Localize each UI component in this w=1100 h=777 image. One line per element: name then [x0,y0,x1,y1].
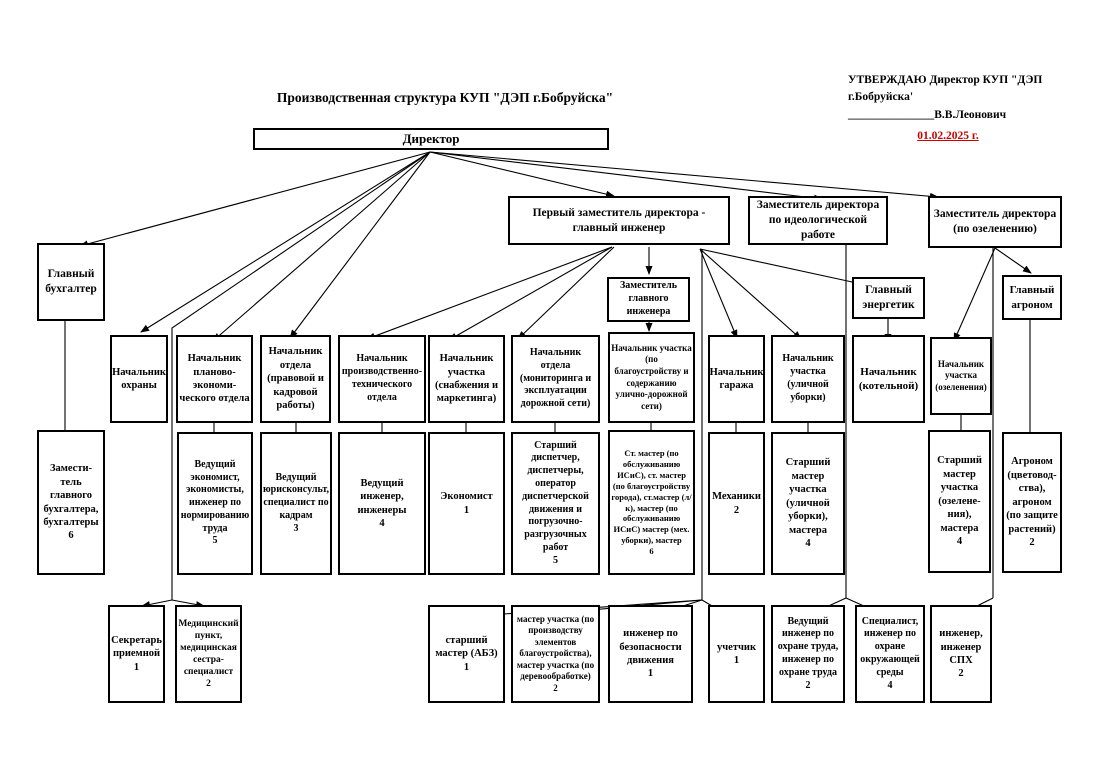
org-box-count: 1 [463,661,470,673]
org-box-dispatchers [511,432,600,575]
org-box-label: инженер, инженер СПХ [939,628,983,666]
org-box-label: Старший диспетчер, диспетчеры, оператор диспетчерской движения и погрузочно-разгрузочных работ [522,439,589,553]
org-box-director [253,128,609,150]
org-box-label: Начальник производственно-технического отдела [341,353,423,403]
org-box-label: Начальник участка (снабжения и маркетинга) [434,353,499,405]
org-box-environment [855,605,925,703]
org-box-deputy-greening [928,196,1062,248]
org-box-pto-head [338,335,426,423]
org-box-first-deputy [508,196,730,245]
org-box-count: 2 [553,682,558,693]
org-box-count: 5 [212,535,218,547]
org-box-security-head [110,335,168,423]
org-box-secretary [108,605,165,703]
approval-date: 01.02.2025 г. [917,129,979,142]
org-box-count: 2 [733,504,740,516]
org-box-count: 2 [1029,537,1035,549]
org-box-label: инженер по безопасности движения [619,628,682,666]
org-box-legal-hr-head [260,335,331,423]
org-box-label: Старший мастер участка (озелене-ния), мастера [937,455,982,534]
org-box-safety-engineer [608,605,693,703]
org-box-supply-head [428,335,505,423]
org-box-count: 1 [133,661,140,673]
org-box-label: Медицинский пункт, медицинская сестра-специалист [178,618,239,678]
org-box-label: Ведущий экономист, экономисты, инженер по нормированию труда [180,458,250,534]
org-box-label: Главный бухгалтер [45,268,97,295]
org-box-label: Механики [712,491,761,503]
org-box-count: 1 [733,655,740,666]
org-box-label: Начальник участка (по благоустройству и содержанию улично-дорожной сети) [611,342,692,411]
org-box-label: Замести-тель главного бухгалтера, бухгалтеры [43,463,99,528]
approval-block [848,72,1048,145]
org-box-count: 4 [956,536,963,548]
org-box-greening-head [930,337,992,415]
org-box-label: Начальник отдела (мониторинга и эксплуатации дорожной сети) [519,347,592,410]
org-box-label: старший мастер (АБЗ) [435,634,498,660]
org-box-accounting-clerk [708,605,765,703]
org-box-label: Начальник охраны [112,366,166,391]
org-box-labor-safety [771,605,845,703]
org-box-chief-agronomist [1002,275,1062,320]
org-box-label: Заместитель директора (по озеленению) [933,208,1057,235]
org-box-count: 6 [649,546,654,556]
org-box-label: Старший мастер участка (уличной уборки), мастера [785,457,831,536]
org-box-mechanics [708,432,765,575]
org-box-masters-isis [608,430,695,575]
org-box-label: Первый заместитель директора - главный инженер [532,206,706,234]
org-box-engineers [338,432,426,575]
org-box-garage-head [708,335,765,423]
org-box-legal-staff [260,432,332,575]
approval-line: _______________В.В.Леонович [848,108,1007,121]
org-box-count: 4 [805,538,811,550]
org-box-greening-masters [928,430,991,573]
org-box-label: Агроном (цветовод-ства), агроном (по защите растений) [1006,456,1058,535]
org-box-label: Начальник гаража [709,366,764,391]
org-box-label: Ведущий инженер по охране труда, инженер по охране труда [777,615,839,678]
org-box-label: Начальник участка (озеленения) [935,358,987,392]
org-box-label: Начальник (котельной) [858,365,919,392]
org-box-label: Главный агроном [1009,284,1055,311]
org-box-economists [177,432,253,575]
org-box-label: Специалист, инженер по охране окружающей среды [860,615,920,678]
org-box-boiler-head [852,335,925,423]
org-box-improvement-head [608,332,695,423]
org-box-agronomists [1002,432,1062,573]
org-box-label: Секретарь приемной [111,634,162,660]
org-box-label: Начальник планово-экономи-ческого отдела [179,353,250,405]
org-box-count: 1 [647,668,654,680]
org-box-count: 6 [68,530,74,542]
org-box-chief-power-engineer [852,277,925,319]
approval-line: УТВЕРЖДАЮ [848,74,927,86]
chart-title: Производственная структура КУП "ДЭП г.Бобруйска" [276,90,614,105]
org-box-abz-master [428,605,505,703]
org-box-count: 1 [463,504,470,516]
org-box-label: Заместитель директора по идеологической работе [756,199,880,241]
org-box-label: Ведущий юрисконсульт, специалист по кадрам [263,471,330,521]
org-box-count: 5 [553,554,558,566]
org-box-production-masters [511,605,600,703]
org-box-label: Экономист [440,491,493,503]
org-box-monitoring-head [511,335,600,423]
org-box-deputy-accountant [37,430,105,575]
org-box-label: Ст. мастер (по обслуживанию ИСиС), ст. мастер (по благоустройству города), ст.мастер (л/к), мастер (по обслуживанию ИСиС) мастер (мех. уборки), мастер [611,448,692,546]
org-box-label: Начальник участка (уличной уборки) [782,353,834,403]
org-box-label: Ведущий инженер, инженеры [357,477,407,516]
org-box-street-cleaning-head [771,335,845,423]
org-box-count: 4 [887,679,893,691]
org-box-count: 2 [805,679,811,691]
org-box-label: учетчик [716,641,756,653]
org-box-medical [175,605,242,703]
org-box-count: 2 [206,679,211,690]
org-box-deputy-chief-engineer [607,277,690,322]
approval-line: Директор КУП "ДЭП г.Бобруйска' [848,74,1043,104]
org-box-sph-engineer [930,605,992,703]
org-box-count: 3 [293,522,299,534]
org-box-economist [428,432,505,575]
org-box-count: 4 [379,517,385,529]
org-box-street-masters [771,432,845,575]
org-box-label: Главный энергетик [862,284,915,311]
org-box-label: Директор [402,130,460,146]
org-box-label: мастер участка (по производству элементов благоустройства), мастер участка (по деревообработке) [516,613,595,682]
org-box-count: 2 [958,668,964,680]
org-box-deputy-ideology [748,196,888,245]
org-box-label: Заместитель главного инженера [619,280,677,317]
org-box-chief-accountant [37,243,105,321]
org-box-label: Начальник отдела (правовой и кадровой работы) [267,346,324,412]
org-box-planning-head [176,335,253,423]
